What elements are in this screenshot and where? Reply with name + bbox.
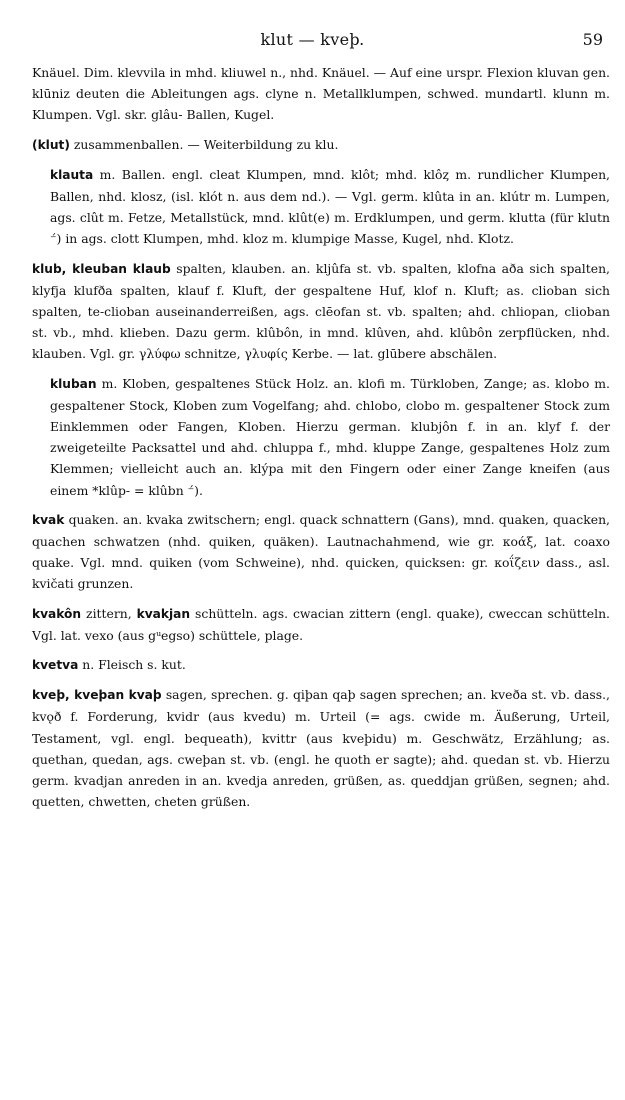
entry-kluban — [32, 373, 610, 501]
entry-text: spalten, klauben. an. kljûfa st. vb. spalten, klofna aða sich spalten, klyfja klufða spalten, klauf f. Kluft, der gespaltene Huf, klof n. Kluft; as. clioban sich spalten, te-clioban auseinanderreißen, ags. clēofan st. vb. spalten; ahd. chliopan, clioban st. vb., mhd. klieben. Dazu germ. klûbôn, in mnd. klûven, ahd. klûbôn zerpflücken, nhd. klauben. Vgl. gr. γλύφω schnitze, γλυφίς Kerbe. — lat. glūbere abschälen. — [32, 260, 610, 362]
entry-text: Knäuel. Dim. klevvila in mhd. kliuwel n., nhd. Knäuel. — Auf eine urspr. Flexion kluvan gen. klūniz deuten die Ableitungen ags. clyne n. Metallklumpen, schwed. mundartl. klunn m. Klumpen. Vgl. skr. glâu- Ballen, Kugel. — [32, 65, 610, 123]
lemma-secondary: kvakjan — [136, 606, 191, 621]
entry-klut — [32, 134, 610, 156]
lemma: kluban — [50, 376, 97, 391]
entry-text: n. Fleisch s. kut. — [78, 657, 186, 673]
lemma: kveþ, kveþan kvaþ — [32, 688, 162, 703]
entry-text: zittern, — [81, 605, 137, 621]
page-number: 59 — [582, 30, 603, 49]
entry-text: m. Ballen. engl. cleat Klumpen, mnd. klôt; mhd. klôȥ m. rundlicher Klumpen, Ballen, nhd. klosz, (isl. klót n. aus dem nd.). — Vgl. germ. klûta in an. klútr m. Lumpen, ags. clût m. Fetze, Metallstück, mnd. klût(e) m. Erdklumpen, und germ. klutta (für klutn ⁻́) in ags. clott Klumpen, mhd. kloz m. klumpige Masse, Kugel, nhd. Klotz. — [50, 166, 610, 247]
entry-text: quaken. an. kvaka zwitschern; engl. quack schnattern (Gans), mnd. quaken, quacken, quachen schwatzen (nhd. quiken, quäken). Lautnachahmend, wie gr. κοάξ, lat. coaxo quake. Vgl. mnd. quiken (vom Schweine), nhd. quicken, quicksen: gr. κοΐζειν dass., asl. kvičati grunzen. — [32, 511, 610, 592]
entry-kvetva — [32, 654, 610, 676]
entry-text: zusammenballen. — Weiterbildung zu klu. — [69, 136, 339, 152]
entry-kvakon — [32, 603, 610, 646]
entry-text-secondary: schütteln. ags. cwacian zittern (engl. quake), cweccan schütteln. Vgl. lat. vexo (aus gᵘegso) schüttele, plage. — [32, 605, 610, 643]
lemma: klauta — [50, 167, 94, 182]
entry-klub — [32, 258, 610, 365]
lemma: klub, kleuban klaub — [32, 261, 171, 276]
entry-text: m. Kloben, gespaltenes Stück Holz. an. klofi m. Türkloben, Zange; as. klobo m. gespaltener Stock, Kloben zum Vogelfang; ahd. chlobo, clobo m. gespaltener Stock zum Einklemmen oder Fangen, Kloben. Hierzu german. klubjôn f. in an. klyf f. der zweigeteilte Packsattel und ahd. chluppa f., mhd. kluppe Zange, gespaltenes Holz zum Klemmen; vielleicht auch an. klýpa mit den Fingern oder einer Zange kneifen (aus einem *klûp- = klûbn ⁻́). — [50, 375, 610, 498]
entry-kveth — [32, 684, 610, 812]
lemma: (klut) — [32, 137, 70, 152]
running-head: klut — kveþ. — [260, 30, 365, 49]
lemma: kvetva — [32, 658, 79, 673]
lemma: kvak — [32, 512, 65, 527]
lemma: kvakôn — [32, 606, 82, 621]
page-header — [0, 30, 625, 54]
entry-continuation — [32, 62, 610, 126]
entry-kvak — [32, 509, 610, 595]
entry-text: sagen, sprechen. g. qiþan qaþ sagen sprechen; an. kveða st. vb. dass., kvǫð f. Forderung, kvidr (aus kvedu) m. Urteil (= ags. cwide m. Äußerung, Urteil, Testament, vgl. engl. bequeath), kvittr (aus kveþidu) m. Geschwätz, Erzählung; as. quethan, quedan, ags. cweþan st. vb. (engl. he quoth er sagte); ahd. quedan st. vb. Hierzu germ. kvadjan anreden in an. kvedja anreden, grüßen, as. queddjan grüßen, segnen; ahd. quetten, chwetten, cheten grüßen. — [32, 687, 610, 810]
entry-klauta — [32, 164, 610, 250]
page-body — [32, 62, 610, 821]
